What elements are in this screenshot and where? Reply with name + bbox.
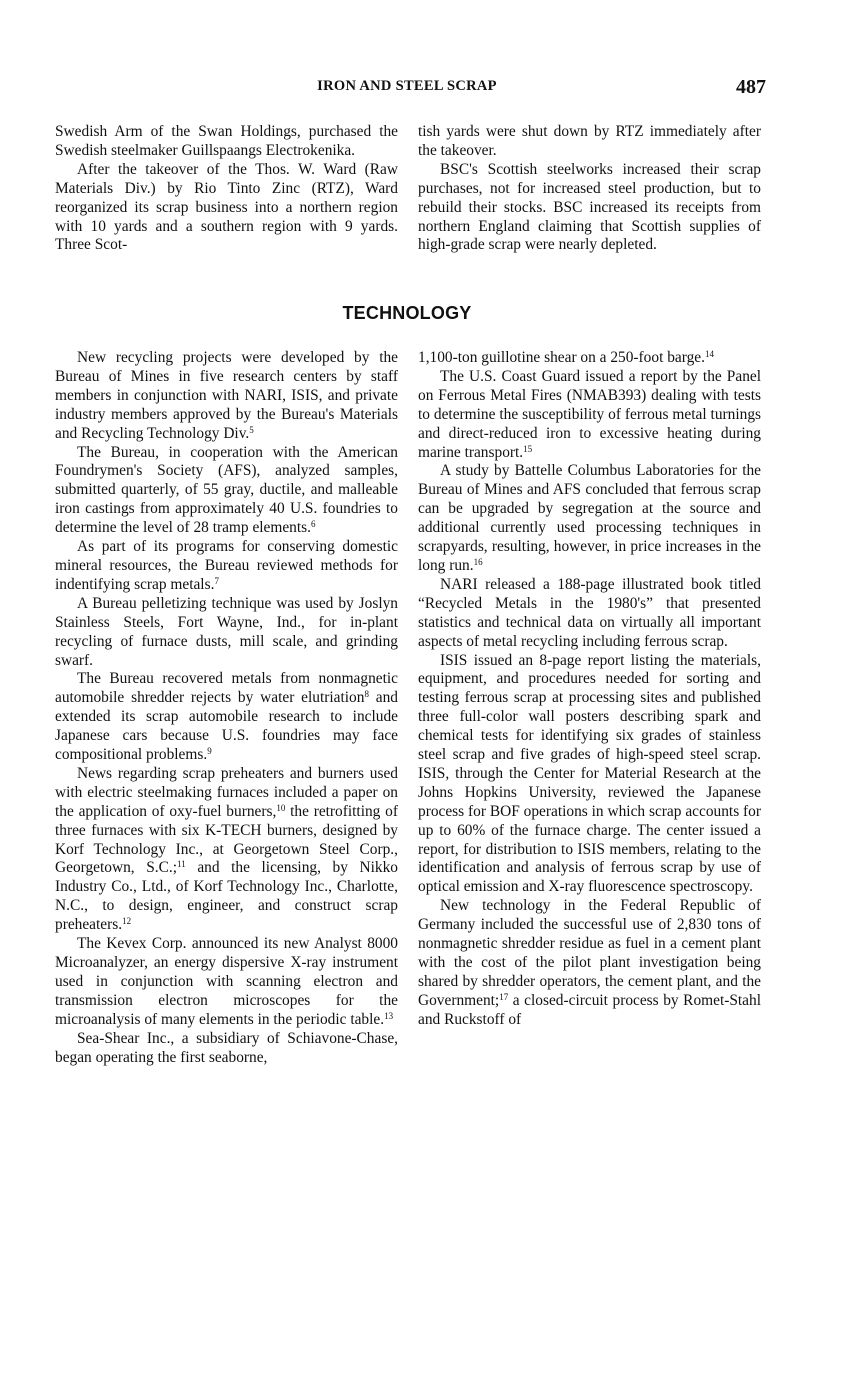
paragraph-text: New technology in the Federal Republic of Germany included the successful use of 2,830 tons of nonmagnetic shredder residue as fuel in a cement plant with the cost of the pilot plant investigation being shared by shredder operators, the cement plant, and the Government; xyxy=(418,897,761,1009)
paragraph xyxy=(55,670,398,765)
footnote-ref: 17 xyxy=(499,991,509,1002)
footnote-ref: 15 xyxy=(523,443,533,454)
paragraph-text: and extended its scrap automobile research to include Japanese cars because U.S. foundries may face compositional problems. xyxy=(55,689,399,764)
paragraph xyxy=(418,462,761,575)
technology-left-column xyxy=(55,349,398,1067)
paragraph-text: Sea-Shear Inc., a subsidiary of Schiavone-Chase, began operating the first seaborne, xyxy=(55,1029,398,1066)
paragraph xyxy=(418,897,761,1029)
paragraph-text: NARI released a 188-page illustrated book titled “Recycled Metals in the 1980's” that presented statistics and technical data on virtually all important aspects of metal recycling including ferrous scrap. xyxy=(418,575,761,650)
running-header xyxy=(0,74,868,104)
paragraph-text: a closed-circuit process by Romet-Stahl and Ruckstoff of xyxy=(418,991,761,1028)
technology-right-column xyxy=(418,349,761,1030)
paragraph-text: 1,100-ton guillotine shear on a 250-foot barge. xyxy=(418,349,705,366)
footnote-ref: 10 xyxy=(276,802,286,813)
paragraph-text: and the licensing, by Nikko Industry Co., Ltd., of Korf Technology Inc., Charlotte, N.C., to design, engineer, and construct scrap preheaters. xyxy=(55,859,398,934)
paragraph xyxy=(55,444,398,539)
paragraph-text: The Bureau recovered metals from nonmagnetic automobile shredder rejects by water elutriation xyxy=(55,670,398,707)
running-header-title: IRON AND STEEL SCRAP xyxy=(317,78,497,94)
paragraph-text: the retrofitting of three furnaces with six K-TECH burners, designed by Korf Technology Inc., at Georgetown Steel Corp., Georgetown, S.C.; xyxy=(55,802,398,877)
paragraph-text: The Bureau, in cooperation with the American Foundrymen's Society (AFS), analyzed samples, submitted quarterly, of 55 gray, ductile, and malleable iron castings from approximately 40 U.S. foundries to determine the level of 28 tramp elements. xyxy=(55,443,398,537)
paragraph: BSC's Scottish steelworks increased their scrap purchases, not for increased steel production, but to rebuild their stocks. BSC increased its receipts from northern England claiming that Scottish supplies of high-grade scrap were nearly depleted. xyxy=(418,160,761,254)
paragraph xyxy=(55,349,398,444)
paragraph-text: A Bureau pelletizing technique was used by Joslyn Stainless Steels, Fort Wayne, Ind., for in-plant recycling of furnace dusts, mill scale, and grinding swarf. xyxy=(55,594,398,669)
paragraph xyxy=(55,935,398,1030)
paragraph: After the takeover of the Thos. W. Ward (Raw Materials Div.) by Rio Tinto Zinc (RTZ), Ward reorganized its scrap business into a northern region with 10 yards and a southern region with 9 yards. Three Scot- xyxy=(55,160,398,254)
footnote-ref: 9 xyxy=(207,746,212,757)
footnote-ref: 13 xyxy=(384,1010,394,1021)
paragraph-text: New recycling projects were developed by the Bureau of Mines in five research centers by staff members in conjunction with NARI, ISIS, and private industry members approved by the Bureau's Materials and Recycling Technology Div. xyxy=(55,349,398,442)
footnote-ref: 16 xyxy=(473,556,483,567)
paragraph-text: News regarding scrap preheaters and burners used with electric steelmaking furnaces included a paper on the application of oxy-fuel burners, xyxy=(55,764,398,820)
footnote-ref: 7 xyxy=(214,575,219,586)
paragraph-text: As part of its programs for conserving domestic mineral resources, the Bureau reviewed methods for indentifying scrap metals. xyxy=(55,538,398,593)
footnote-ref: 11 xyxy=(177,859,186,870)
paragraph xyxy=(55,765,398,935)
page-number: 487 xyxy=(736,76,766,98)
footnote-ref: 14 xyxy=(704,349,714,359)
paragraph-text: The U.S. Coast Guard issued a report by the Panel on Ferrous Metal Fires (NMAB393) dealing with tests to determine the susceptibility of ferrous metal turnings and direct-reduced iron to excessive heating during marine transport. xyxy=(418,367,761,461)
paragraph: Swedish Arm of the Swan Holdings, purchased the Swedish steelmaker Guillspaangs Electrokenika. xyxy=(55,123,398,159)
paragraph xyxy=(55,595,398,671)
paragraph xyxy=(418,576,761,652)
continued-text-left-column xyxy=(55,123,398,255)
paragraph: tish yards were shut down by RTZ immediately after the takeover. xyxy=(418,123,761,159)
paragraph xyxy=(418,368,761,463)
footnote-ref: 6 xyxy=(311,519,316,530)
paragraph xyxy=(55,538,398,595)
footnote-ref: 8 xyxy=(364,689,369,700)
paragraph xyxy=(418,349,761,368)
continued-text-right-column xyxy=(418,123,761,255)
paragraph-text: ISIS issued an 8-page report listing the materials, equipment, and procedures needed for sorting and testing ferrous scrap at processing sites and published three full-color wall posters describing spark and chemical tests for identifying six grades of stainless steel scrap and five grades of high-speed steel scrap. ISIS, through the Center for Material Research at the Johns Hopkins University, reviewed the Japanese process for BOF operations in which scrap accounts for up to 60% of the furnace charge. The center issued a report, for distribution to ISIS members, relating to the identification and analysis of ferrous scrap by use of optical emission and X-ray fluorescence spectroscopy. xyxy=(418,651,761,896)
footnote-ref: 12 xyxy=(122,916,132,927)
paragraph xyxy=(55,1030,398,1068)
footnote-ref: 5 xyxy=(249,424,254,435)
paragraph-text: A study by Battelle Columbus Laboratories for the Bureau of Mines and AFS concluded that ferrous scrap can be upgraded by segregation at the source and additional currently used processing techniques in scrapyards, resulting, however, in price increases in the long run. xyxy=(418,462,761,574)
paragraph xyxy=(418,652,761,898)
paragraph-text: The Kevex Corp. announced its new Analyst 8000 Microanalyzer, an energy dispersive X-ray instrument used in conjunction with scanning electron and transmission electron microscopes for the microanalysis of many elements in the periodic table. xyxy=(55,935,398,1028)
section-heading-technology: TECHNOLOGY xyxy=(342,303,472,323)
